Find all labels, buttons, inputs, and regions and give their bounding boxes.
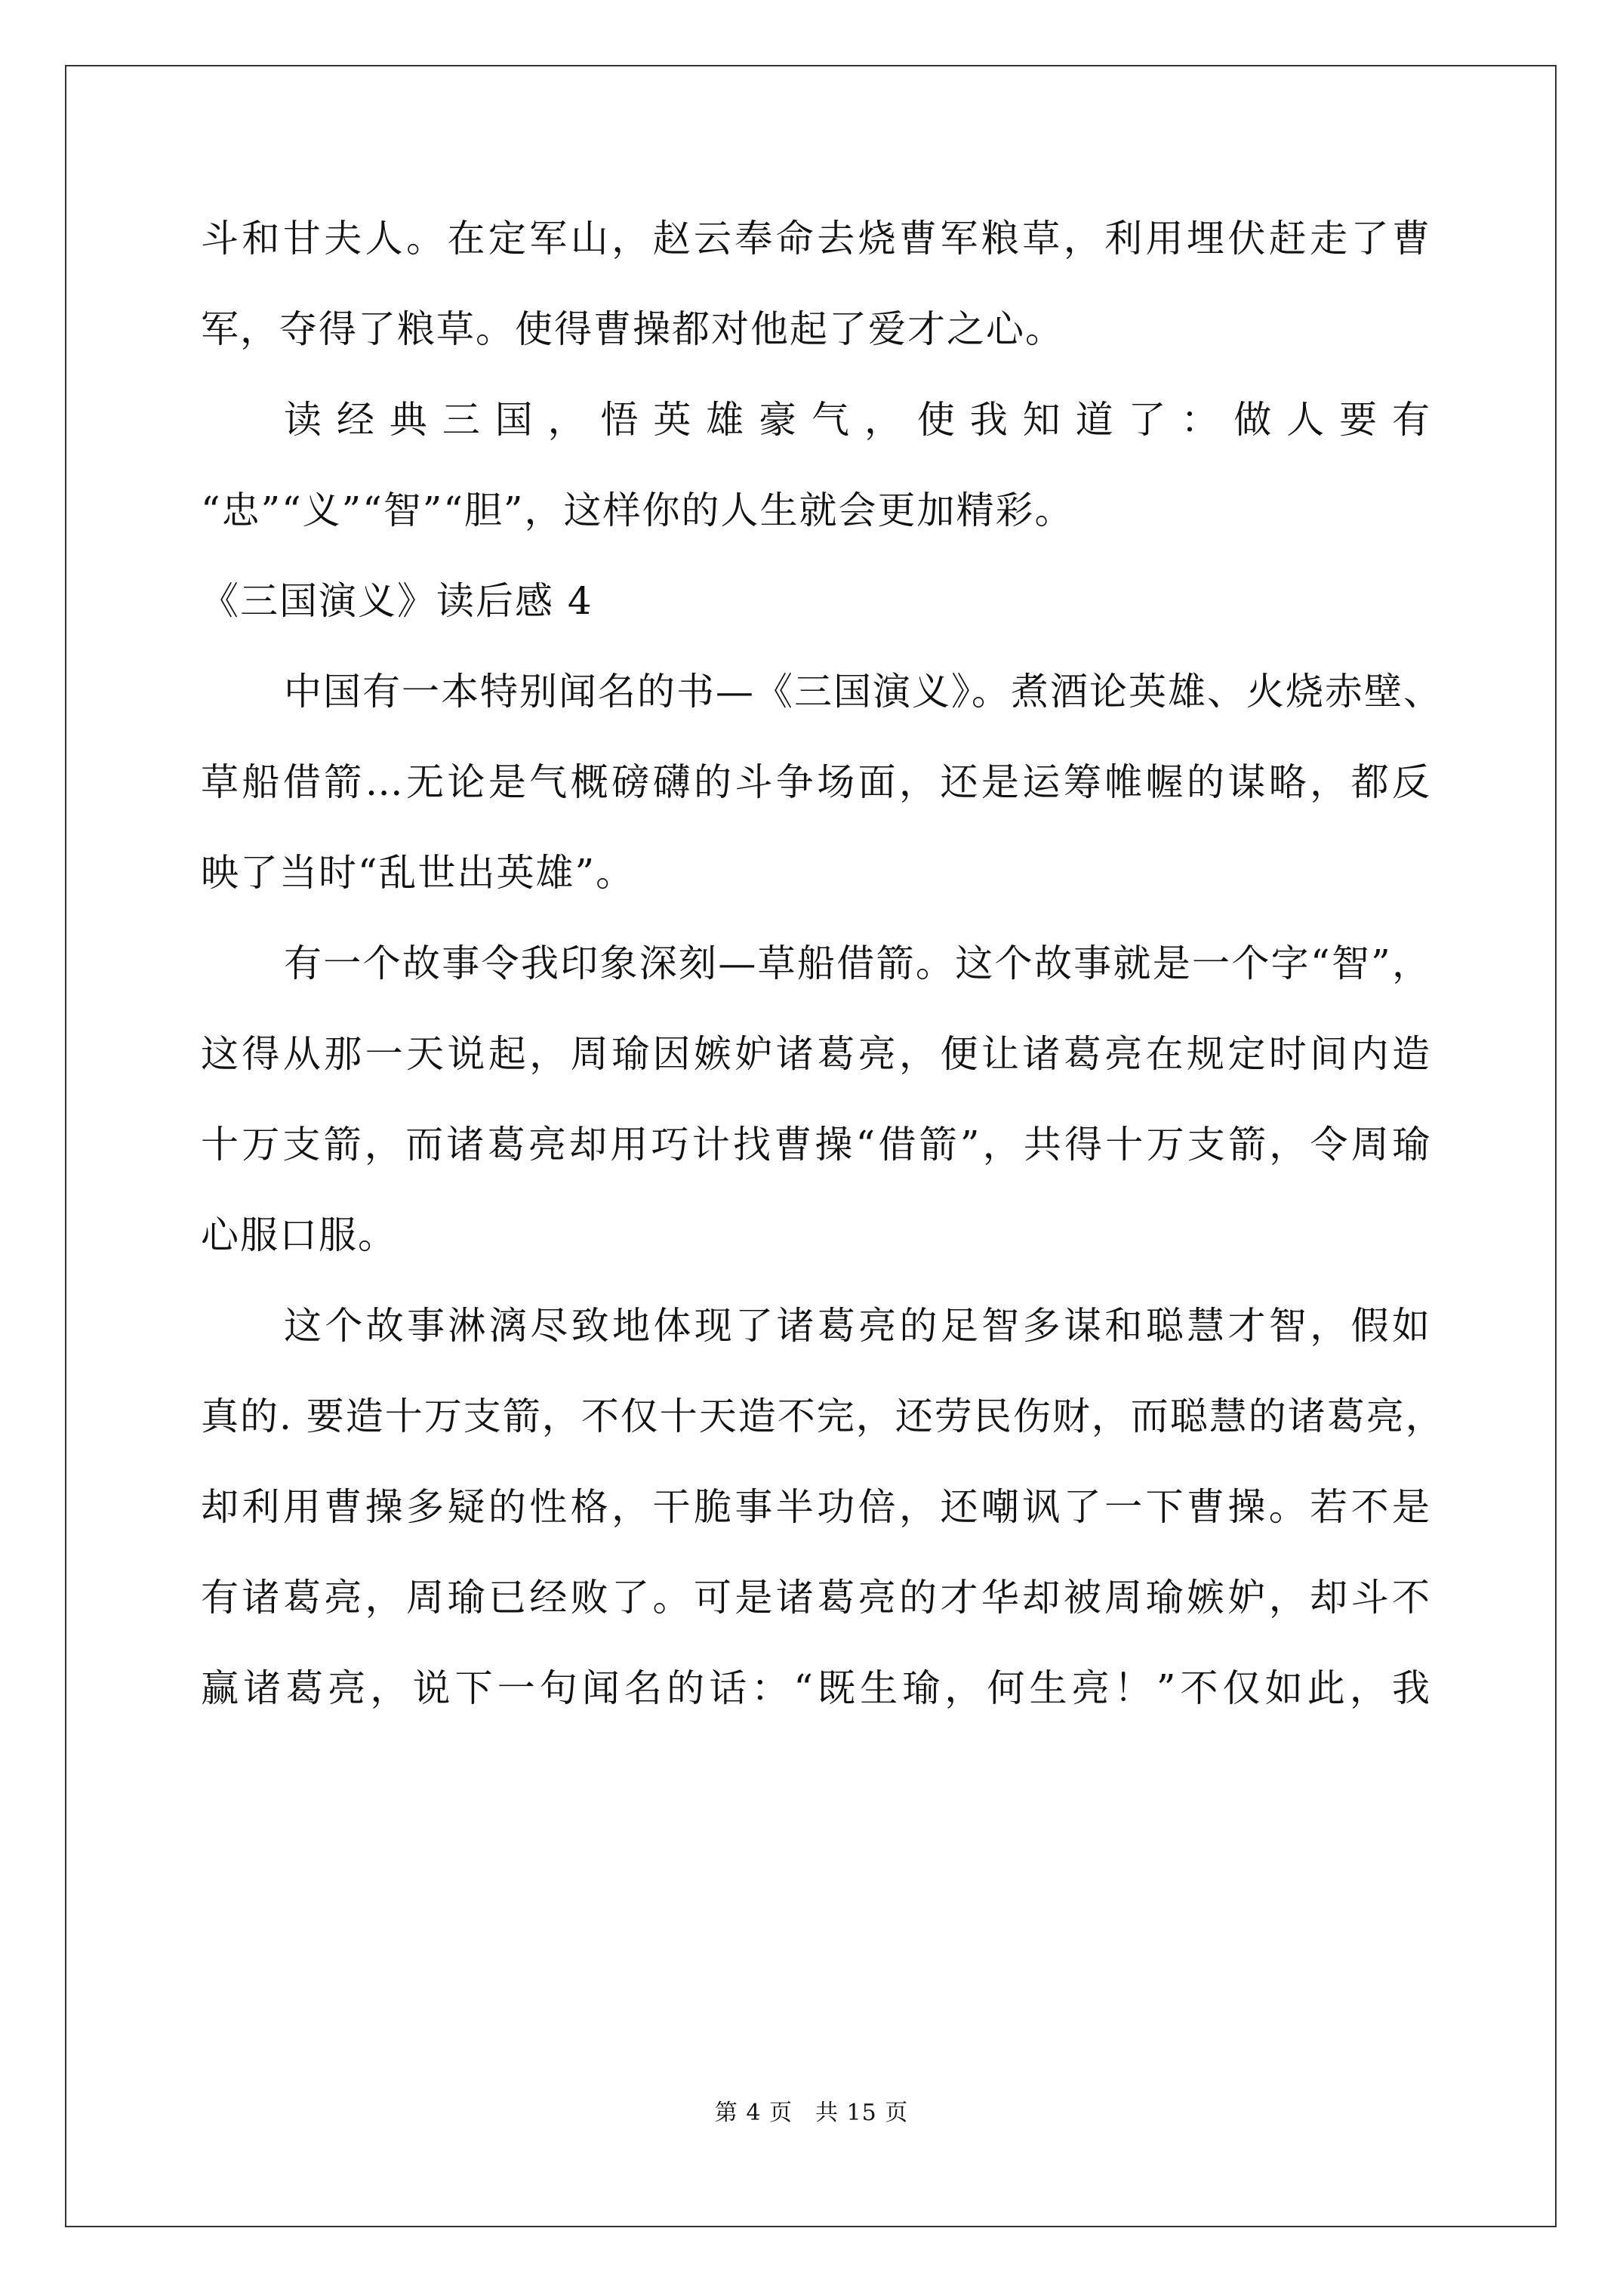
section-heading: 《三国演义》读后感 4 <box>201 579 593 623</box>
text-line: 军，夺得了粮草。使得曹操都对他起了爱才之心。 <box>201 307 1064 351</box>
text-line: 斗和甘夫人。在定军山，赵云奉命去烧曹军粮草，利用埋伏赶走了曹 <box>201 217 1431 260</box>
text-line: 映了当时“乱世出英雄”。 <box>201 851 636 895</box>
text-line: 有诸葛亮，周瑜已经败了。可是诸葛亮的才华却被周瑜嫉妒，却斗不 <box>201 1576 1431 1620</box>
text-line: 却利用曹操多疑的性格，干脆事半功倍，还嘲讽了一下曹操。若不是 <box>201 1485 1431 1529</box>
document-body <box>201 216 1445 1756</box>
page-footer <box>0 2094 1623 2127</box>
text-line: 有一个故事令我印象深刻—草船借箭。这个故事就是一个字“智”， <box>284 942 1431 985</box>
text-line: 十万支箭，而诸葛亮却用巧计找曹操“借箭”，共得十万支箭，令周瑜 <box>201 1123 1431 1166</box>
text-line: “忠”“义”“智”“胆”，这样你的人生就会更加精彩。 <box>201 488 1074 532</box>
page-number: 第 4 页 <box>714 2100 793 2126</box>
text-line: 赢诸葛亮，说下一句闻名的话：“既生瑜，何生亮！”不仅如此，我 <box>201 1666 1431 1710</box>
text-line: 这得从那一天说起，周瑜因嫉妒诸葛亮，便让诸葛亮在规定时间内造 <box>201 1032 1431 1076</box>
text-line: 中国有一本特别闻名的书—《三国演义》。煮酒论英雄、火烧赤壁、 <box>284 670 1443 713</box>
text-line: 真的. 要造十万支箭，不仅十天造不完，还劳民伤财，而聪慧的诸葛亮， <box>201 1395 1445 1438</box>
text-line: 这个故事淋漓尽致地体现了诸葛亮的足智多谋和聪慧才智，假如 <box>284 1304 1431 1348</box>
text-line: 草船借箭…无论是气概磅礴的斗争场面，还是运筹帷幄的谋略，都反 <box>201 760 1431 804</box>
text-line: 心服口服。 <box>201 1213 397 1257</box>
page-total: 共 15 页 <box>815 2100 909 2126</box>
text-line: 读经典三国，悟英雄豪气，使我知道了：做人要有 <box>284 398 1431 442</box>
